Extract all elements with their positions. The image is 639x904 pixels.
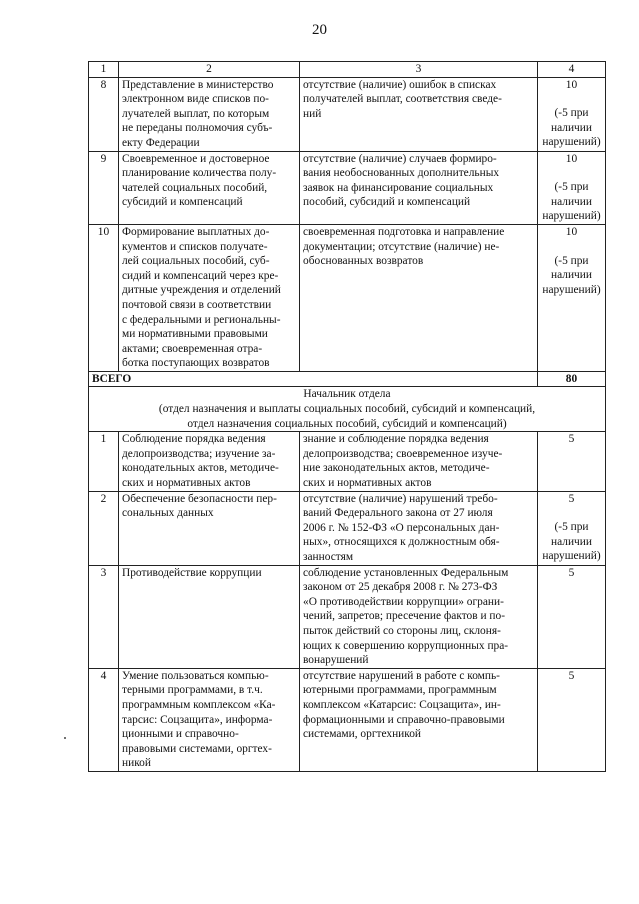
header-cell: 3 [300,62,538,78]
score-value: 5 [568,669,575,682]
text-line: Соблюдение порядка ведения [122,433,266,446]
text-line: Своевременное и достоверное [122,152,270,165]
score-value: 5 [568,433,575,446]
text-line: никой [122,757,151,770]
score-cell [538,77,606,151]
criterion-cell [119,668,300,771]
penalty-line: наличии [551,535,592,548]
text-line: конодательных актов, методиче- [122,462,279,475]
score-value: 10 [565,225,578,238]
text-line: пособий, субсидий и компенсаций [303,196,471,209]
text-line: ских и нормативных актов [122,477,251,490]
text-line: отсутствие (наличие) нарушений требо- [303,492,498,505]
text-line: отсутствие нарушений в работе с компь- [303,669,500,682]
criterion-cell [119,151,300,224]
text-line: соблюдение установленных Федеральным [303,566,509,579]
text-line: ваний Федерального закона от 27 июля [303,507,493,520]
header-cell: 1 [89,62,119,78]
score-value: 10 [565,78,578,91]
text-line: занностям [303,551,354,563]
indicator-cell [300,77,538,151]
text-line: дитные учреждения и отделений [122,284,281,297]
text-line: не переданы полномочия субъ- [122,122,273,135]
criterion-cell [119,224,300,371]
table-row [89,668,606,771]
section-heading [89,387,606,432]
text-line: ние законодательных актов, методиче- [303,462,490,475]
text-line: актами; своевременная отра- [122,342,263,355]
text-line: Противодействие коррупции [122,566,262,579]
score-value: 5 [568,566,575,579]
text-line: субсидий и компенсаций [122,196,243,209]
score-cell [538,668,606,771]
penalty-line: (-5 при [554,254,589,267]
text-line: отсутствие (наличие) случаев формиро- [303,152,497,165]
text-line: вания необоснованных дополнительных [303,167,500,180]
text-line: электронном виде списков по- [122,93,269,106]
text-line: отсутствие (наличие) ошибок в списках [303,78,497,91]
criterion-cell [119,565,300,668]
text-line: кументов и списков получате- [122,240,268,253]
indicator-cell [300,432,538,491]
penalty-line: нарушений) [542,283,601,296]
text-line: формационными и справочно-правовыми [303,713,505,726]
text-line: заявок на финансирование социальных [303,181,494,194]
section-heading-row [89,387,606,432]
row-number: 2 [89,491,119,565]
stray-mark [64,737,66,739]
table-row [89,151,606,224]
text-line: ний [303,107,322,120]
text-line: ющих к совершению коррупционных пра- [303,639,509,652]
text-line: сональных данных [122,507,214,520]
text-line: системами, оргтехникой [303,728,422,741]
text-line: тарсис: Соцзащита», информа- [122,713,273,726]
text-line: делопроизводства; своевременное изуче- [303,447,503,460]
header-cell: 4 [538,62,606,78]
row-number: 4 [89,668,119,771]
score-cell [538,565,606,668]
criteria-table [88,61,606,772]
text-line: Представление в министерство [122,78,274,91]
score-cell [538,151,606,224]
section-heading-line: (отдел назначения и выплаты социальных пособий, субсидий и компенсаций, [158,403,536,416]
text-line: комплексом «Катарсис: Соцзащита», ин- [303,698,501,711]
row-number: 3 [89,565,119,668]
text-line: почтовой связи в соответствии [122,298,272,311]
score-cell [538,224,606,371]
penalty-line: наличии [551,269,592,282]
total-label: ВСЕГО [89,371,538,387]
text-line: программным комплексом «Ка- [122,698,276,711]
text-line: 2006 г. № 152-ФЗ «О персональных дан- [303,521,500,534]
row-number: 8 [89,77,119,151]
indicator-cell [300,565,538,668]
text-line: лей социальных пособий, суб- [122,255,270,268]
text-line: обоснованных возвратов [303,255,424,268]
text-line: Обеспечение безопасности пер- [122,492,277,505]
table-row [89,491,606,565]
table-row [89,432,606,491]
text-line: ми нормативными правовыми [122,328,268,341]
penalty-line: наличии [551,121,592,134]
text-line: сидий и компенсаций через кре- [122,269,279,282]
text-line: с федеральными и региональны- [122,313,281,326]
text-line: Умение пользоваться компью- [122,669,269,682]
text-line: ютерными программами, программным [303,684,497,697]
text-line: делопроизводства; изучение за- [122,447,276,460]
table-header-row [89,62,606,78]
total-row [89,371,606,387]
page-number: 20 [312,22,327,38]
criterion-cell [119,491,300,565]
penalty-line: наличии [551,195,592,208]
text-line: терными программами, в т.ч. [122,684,263,697]
text-line: ских и нормативных актов [303,477,432,490]
indicator-cell [300,224,538,371]
text-line: планирование количества полу- [122,167,277,180]
text-line: чателей социальных пособий, [122,181,268,194]
table-row [89,224,606,371]
section-heading-line: Начальник отдела [303,388,391,401]
table-row [89,77,606,151]
text-line: правовыми системами, оргтех- [122,742,272,755]
row-number: 10 [89,224,119,371]
indicator-cell [300,668,538,771]
text-line: знание и соблюдение порядка ведения [303,433,489,446]
text-line: вонарушений [303,654,369,667]
section-heading-line: отдел назначения социальных пособий, субсидий и компенсаций) [187,417,507,430]
penalty-line: (-5 при [554,181,589,194]
text-line: лучателей выплат, по которым [122,107,270,120]
penalty-line: нарушений) [542,136,601,149]
score-value: 10 [565,152,578,165]
text-line: ционными и справочно- [122,728,239,741]
text-line: законом от 25 декабря 2008 г. № 273-ФЗ [303,581,498,594]
row-number: 9 [89,151,119,224]
total-value: 80 [538,371,606,387]
text-line: своевременная подготовка и направление [303,225,505,238]
text-line: Формирование выплатных до- [122,225,270,238]
text-line: получателей выплат, соответствия сведе- [303,93,502,106]
score-cell [538,432,606,491]
score-cell [538,491,606,565]
penalty-line: (-5 при [554,107,589,120]
penalty-line: нарушений) [542,210,601,223]
text-line: екту Федерации [122,136,200,149]
text-line: ботка поступающих возвратов [122,357,270,370]
score-value: 5 [568,492,575,505]
row-number: 1 [89,432,119,491]
text-line: пыток действий со стороны лиц, склоня- [303,624,501,637]
criterion-cell [119,432,300,491]
criterion-cell [119,77,300,151]
text-line: ных», относящихся к должностным обя- [303,536,500,549]
indicator-cell [300,491,538,565]
text-line: документации; отсутствие (наличие) не- [303,240,500,253]
penalty-line: (-5 при [554,521,589,534]
table-row [89,565,606,668]
header-cell: 2 [119,62,300,78]
text-line: «О противодействии коррупции» ограни- [303,595,504,608]
penalty-line: нарушений) [542,550,601,563]
text-line: чений, запретов; пресечение фактов и по- [303,610,506,623]
indicator-cell [300,151,538,224]
